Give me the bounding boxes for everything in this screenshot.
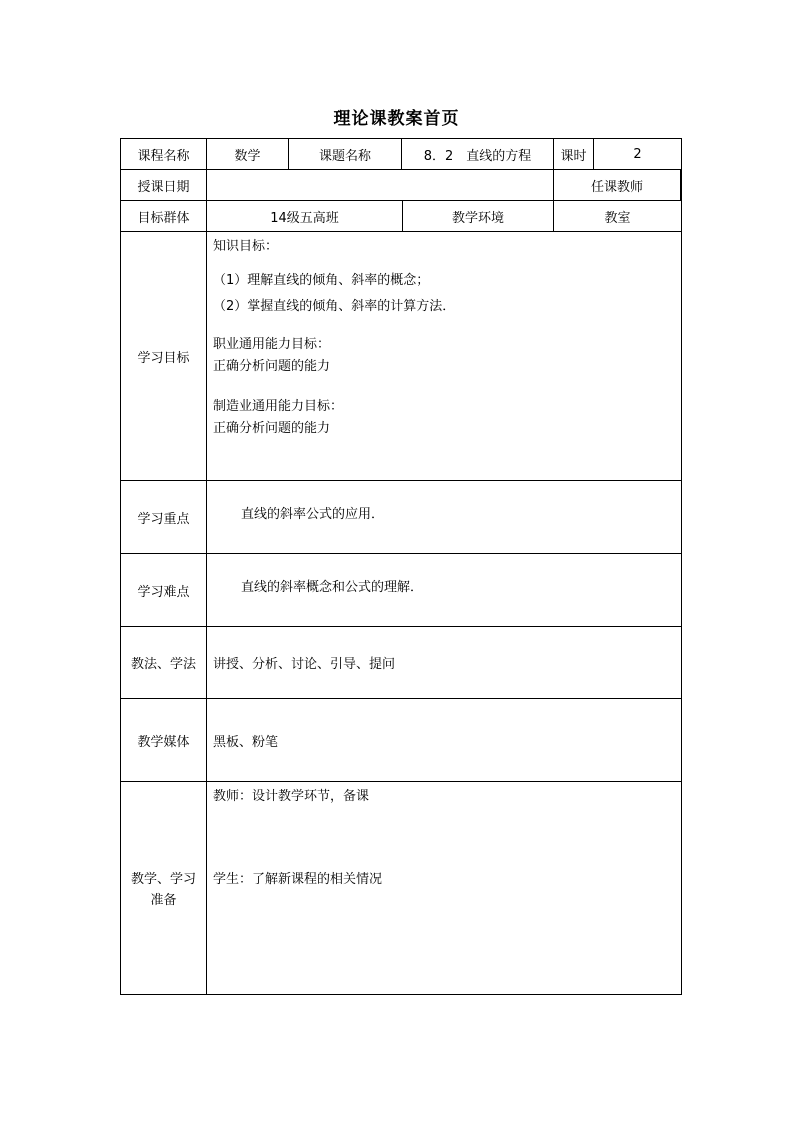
row-media	[121, 699, 682, 782]
objectives-label: 学习目标	[121, 232, 207, 481]
row-objectives	[121, 232, 682, 481]
difficulties-content	[207, 554, 682, 627]
row-group	[121, 201, 682, 232]
course-value: 数学	[207, 139, 289, 170]
teacher-label: 任课教师	[554, 170, 681, 200]
group-value: 14级五高班	[207, 201, 403, 231]
vocational-value: 正确分析问题的能力	[213, 359, 331, 374]
knowledge-item-1: （1）理解直线的倾角、斜率的概念；	[213, 273, 430, 288]
row-difficulties	[121, 554, 682, 627]
preparation-label-1: 教学、学习	[130, 872, 196, 887]
vocational-title: 职业通用能力目标：	[213, 337, 331, 352]
env-label: 教学环境	[451, 210, 504, 226]
preparation-content	[207, 782, 682, 995]
manufacturing-title: 制造业通用能力目标：	[213, 399, 344, 414]
methods-value: 讲授、分析、讨论、引导、提问	[207, 627, 682, 699]
objectives-content	[207, 232, 682, 481]
preparation-label-2: 准备	[150, 893, 177, 908]
methods-label: 教法、学法	[121, 627, 207, 699]
group-label: 目标群体	[121, 201, 207, 232]
date-value	[207, 170, 554, 201]
course-label: 课程名称	[121, 139, 207, 170]
difficulties-value: 直线的斜率概念和公式的理解．	[241, 579, 424, 595]
row-course	[121, 139, 682, 170]
page-title: 理论课教案首页	[333, 109, 460, 129]
topic-value: 8．2 直线的方程	[402, 139, 554, 170]
env-value: 教室	[604, 210, 631, 226]
lesson-plan-table	[120, 138, 682, 995]
difficulties-label: 学习难点	[121, 554, 207, 627]
row-key-points	[121, 481, 682, 554]
row-methods	[121, 627, 682, 699]
knowledge-item-2: （2）掌握直线的倾角、斜率的计算方法．	[213, 299, 456, 314]
row-date	[121, 170, 682, 201]
env-cell	[554, 201, 682, 232]
key-points-value: 直线的斜率公式的应用．	[241, 506, 385, 522]
hours-value: 2	[594, 139, 682, 170]
preparation-student: 学生：了解新课程的相关情况	[213, 872, 383, 887]
hours-label: 课时	[554, 139, 594, 170]
manufacturing-value: 正确分析问题的能力	[213, 421, 331, 436]
row-preparation	[121, 782, 682, 995]
key-points-label: 学习重点	[121, 481, 207, 554]
teacher-cell	[554, 170, 682, 201]
media-label: 教学媒体	[121, 699, 207, 782]
preparation-teacher: 教师：设计教学环节，备课	[213, 789, 370, 804]
date-label: 授课日期	[121, 170, 207, 201]
preparation-label	[121, 782, 207, 995]
key-points-content	[207, 481, 682, 554]
media-value: 黑板、粉笔	[207, 699, 682, 782]
topic-label: 课题名称	[289, 139, 402, 170]
knowledge-title: 知识目标：	[213, 239, 279, 254]
group-cell	[207, 201, 554, 232]
